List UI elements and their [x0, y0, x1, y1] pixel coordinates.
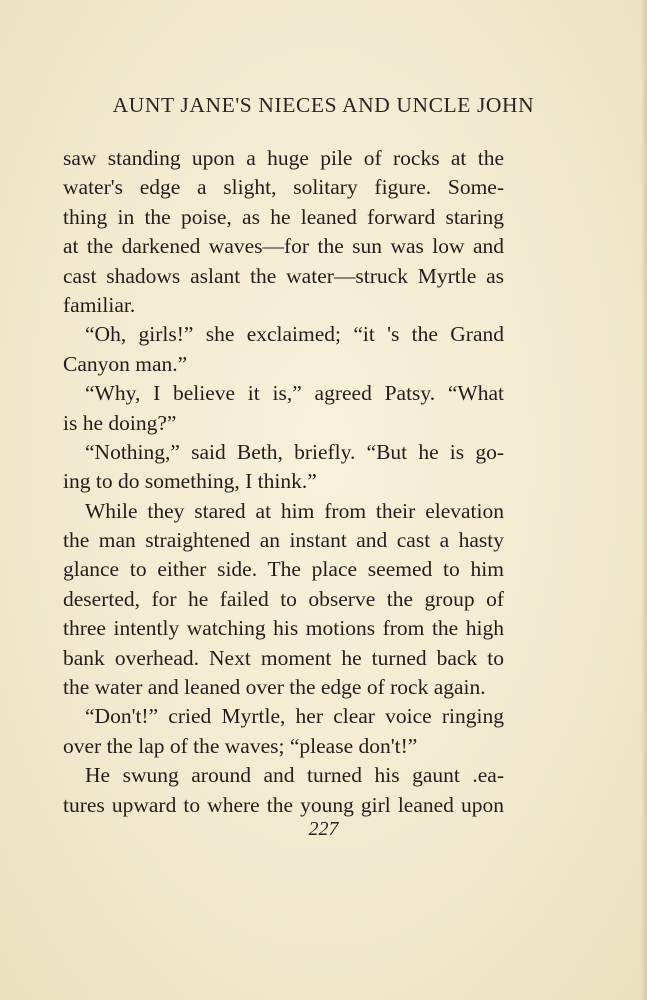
text-line: water's edge a slight, solitary figure. Some-	[63, 175, 504, 200]
text-line: three intently watching his motions from the high	[63, 616, 504, 641]
text-line: cast shadows aslant the water—struck Myrtle as	[63, 263, 504, 288]
text-line: While they stared at him from their elevation	[85, 498, 504, 523]
text-line: saw standing upon a huge pile of rocks at the	[63, 146, 504, 170]
text-line: the water and leaned over the edge of rock again.	[63, 675, 486, 700]
text-line: is he doing?”	[63, 410, 177, 435]
page-edge-shadow	[641, 0, 647, 1000]
text-line: “Why, I believe it is,” agreed Patsy. “What	[85, 381, 504, 406]
text-line: Canyon man.”	[63, 351, 188, 376]
page-number: 227	[308, 818, 339, 840]
text-line: tures upward to where the young girl leaned upon	[63, 792, 504, 817]
text-line: the man straightened an instant and cast a hasty	[63, 528, 504, 553]
text-line: glance to either side. The place seemed to him	[63, 557, 504, 582]
text-line: ing to do something, I think.”	[63, 469, 317, 494]
text-line: “Don't!” cried Myrtle, her clear voice ringing	[85, 704, 504, 729]
text-line: deserted, for he failed to observe the group of	[63, 586, 504, 611]
running-head: AUNT JANE'S NIECES AND UNCLE JOHN	[112, 93, 535, 117]
text-line: “Oh, girls!” she exclaimed; “it 's the Grand	[85, 322, 504, 347]
text-line: at the darkened waves—for the sun was low and	[63, 234, 504, 259]
text-line: familiar.	[63, 292, 136, 317]
text-line: over the lap of the waves; “please don't!”	[63, 733, 418, 758]
body-text	[63, 144, 504, 820]
text-line: bank overhead. Next moment he turned back to	[63, 645, 504, 670]
text-line: “Nothing,” said Beth, briefly. “But he is go-	[85, 439, 504, 464]
text-line: He swung around and turned his gaunt .ea-	[85, 763, 504, 788]
text-line: thing in the poise, as he leaned forward staring	[63, 204, 504, 229]
